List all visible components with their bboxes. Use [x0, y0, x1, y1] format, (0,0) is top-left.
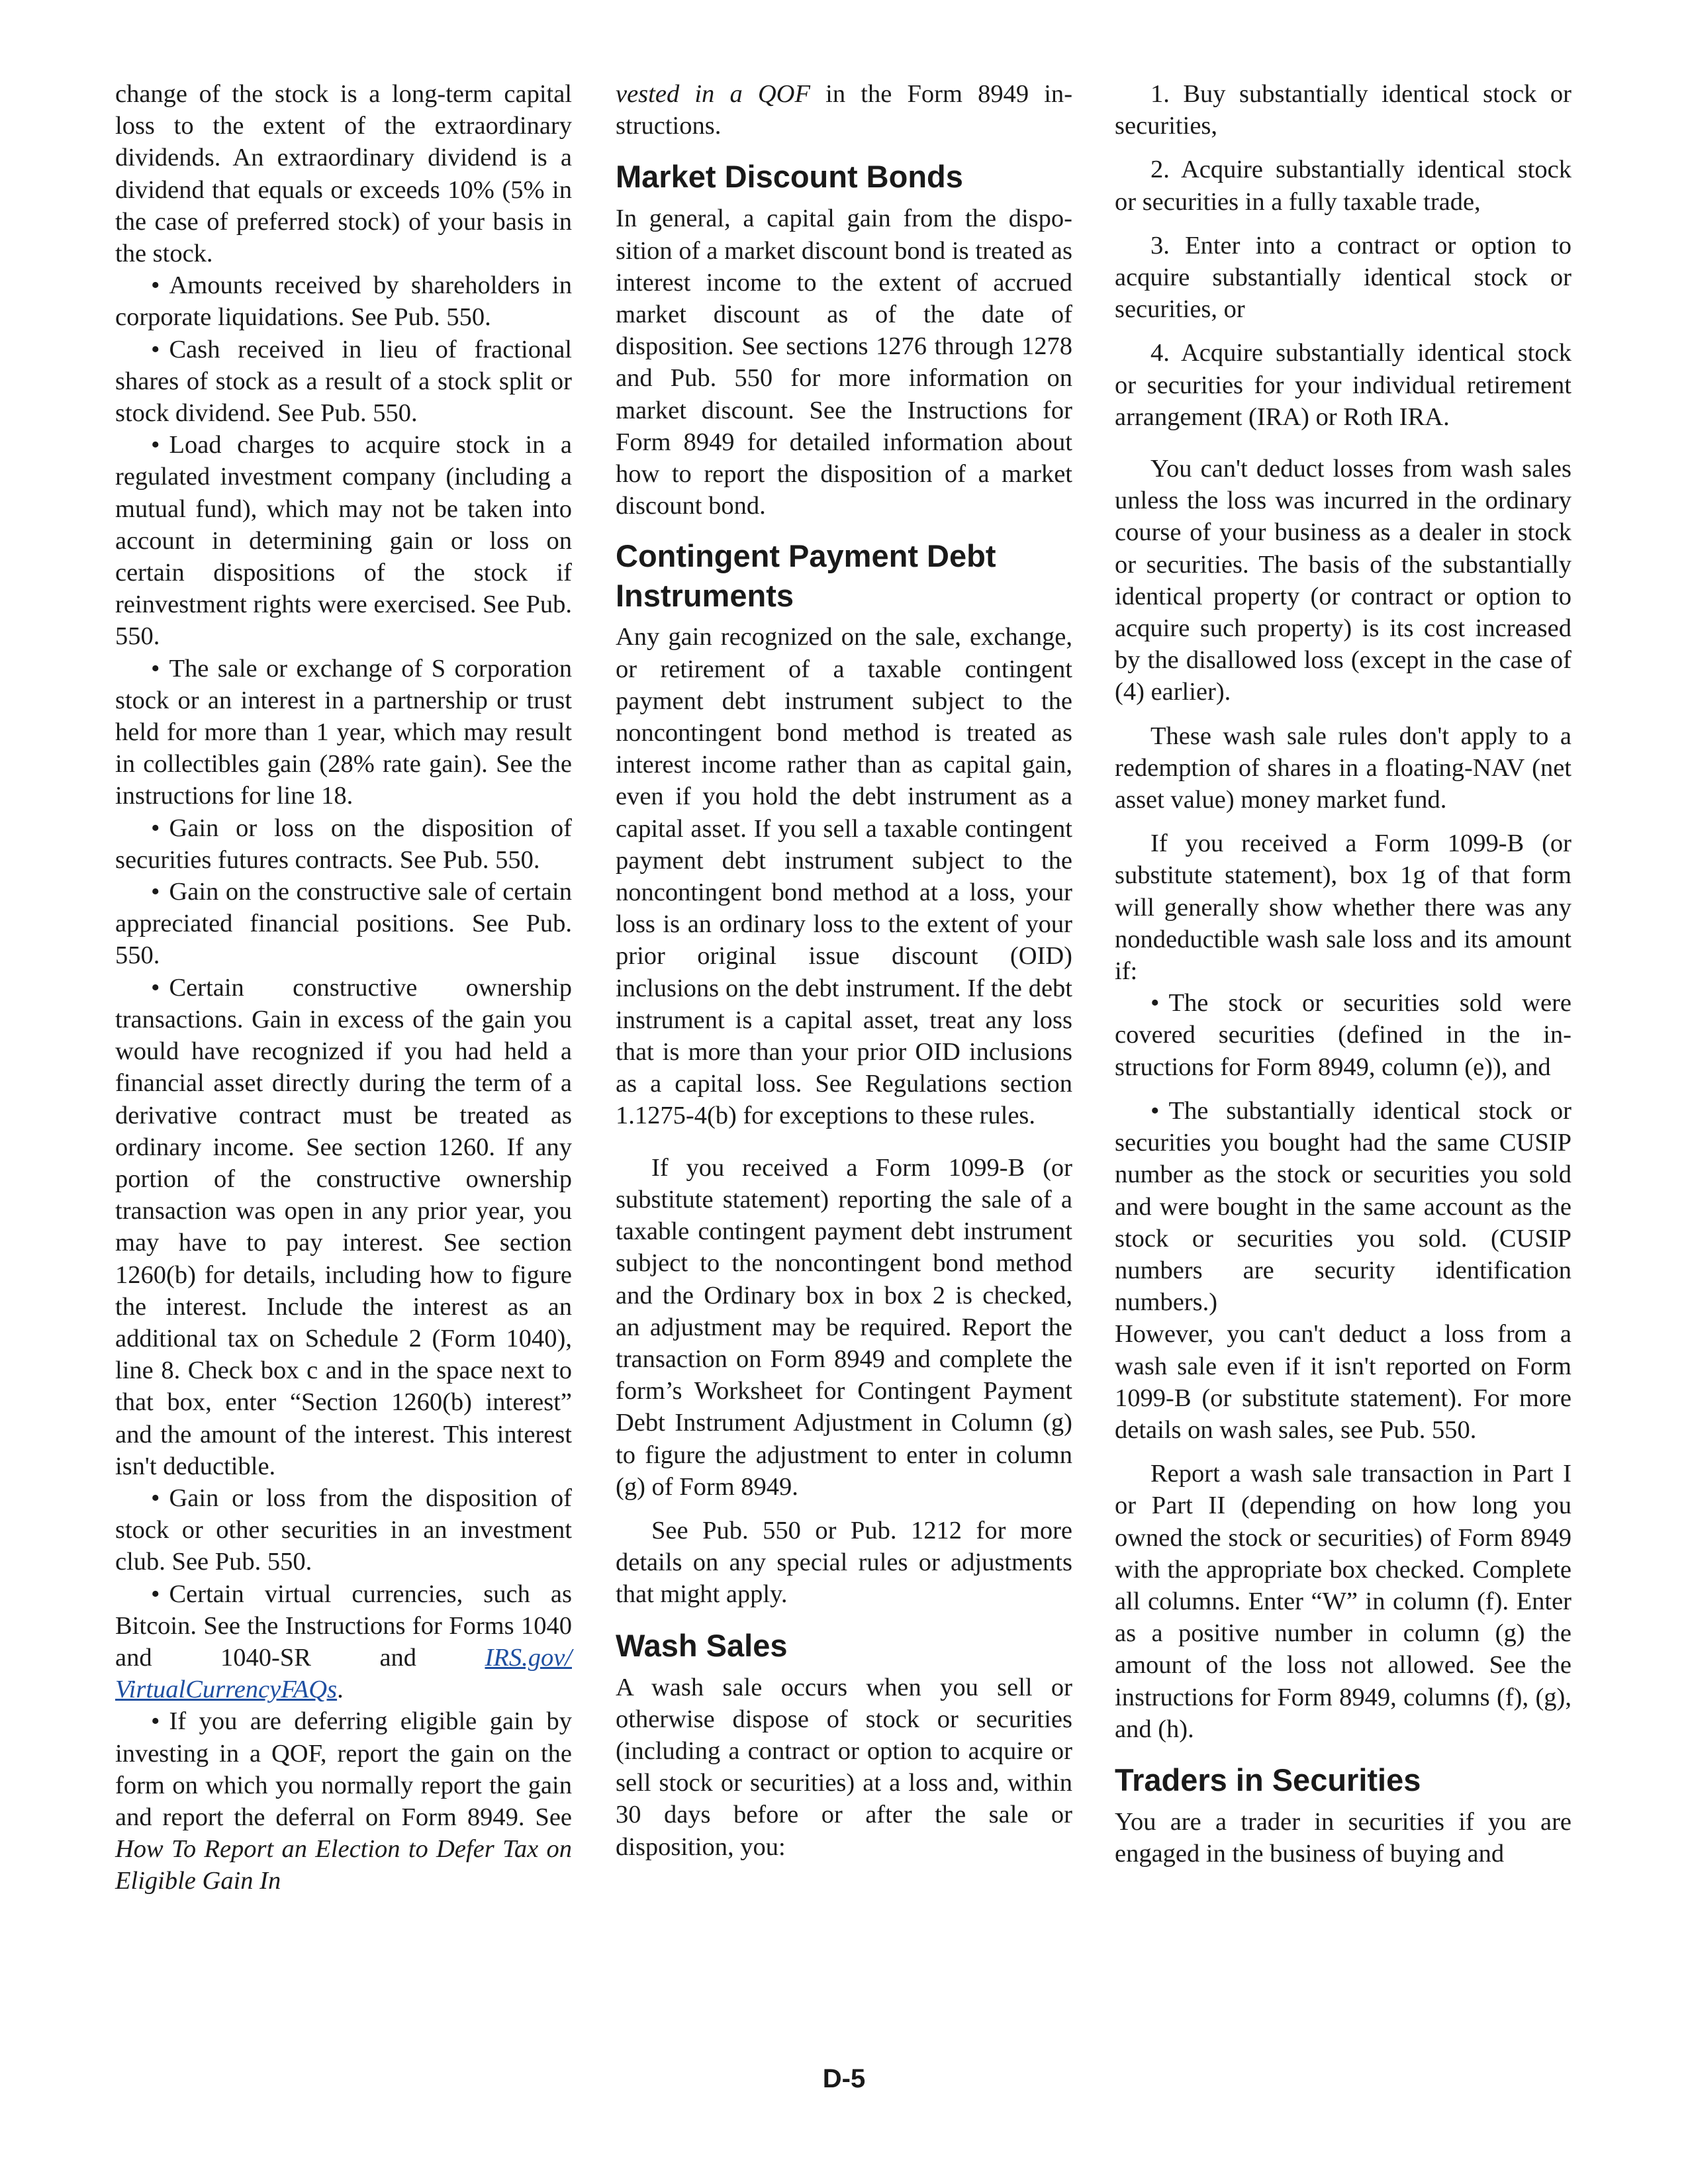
heading-contingent-payment-debt: Contingent Payment Debt Instruments — [616, 538, 996, 614]
numbered-item: 2. Acquire substantially identical stock or securities in a fully taxable trade, — [1115, 156, 1571, 216]
paragraph: Report a wash sale transaction in Part I or Part II (depending on how long you owned the stock or securities) of Form 8949 with the appropriate box checked. Complete all columns. Enter “W” in column (f). Enter as a positive number in column (g) the amount of the loss not allowed. See the instructions for Form 8949, columns (f), (g), and (h). — [1115, 1460, 1571, 1743]
paragraph: A wash sale occurs when you sell or otherwise dispose of stock or securities (including a contract or option to acquire or sell stock or securities) at a loss and, within 30 days before or after the sale or disposition, you: — [616, 1673, 1072, 1861]
bullet-text: If you are deferring eligible gain by investing in a QOF, report the gain on the form on which you normally report the gain and report the deferral on Form 8949. See — [115, 1707, 572, 1831]
paragraph: Any gain recognized on the sale, exchange, or retirement of a taxable contingent payment debt instrument subject to the noncontingent bond method is treated as interest income rather than as capital gain, even if you hold the debt instrument as a capital asset. If you sell a taxable contingent payment debt instrument subject to the noncontingent bond method at a loss, your loss is an ordinary loss to the extent of your prior original issue discount (OID) inclusions on the debt instrument. If the debt instrument is a capital asset, treat any loss that is more than your prior OID inclusions as a capital loss. See Regulations section 1.1275-4(b) for exceptions to these rules. — [616, 623, 1072, 1130]
paragraph: If you received a Form 1099-B (or substitute statement), box 1g of that form will generally show whether there was any nondeductible wash sale loss and its amount if: — [1115, 830, 1571, 986]
numbered-item: 1. Buy substantially identical stock or securities, — [1115, 80, 1571, 140]
column-left — [115, 78, 572, 1897]
column-middle — [616, 78, 1072, 1863]
paragraph: However, you can't deduct a loss from a wash sale even if it isn't reported on Form 1099-B (or substitute statement). For more details on wash sales, see Pub. 550. — [1115, 1320, 1571, 1444]
bullet-item: • Certain constructive ownership transactions. Gain in excess of the gain you would have recognized if you had held a financial asset directly during the term of a derivative contract must be treated as ordinary income. See section 1260. If any portion of the constructive ownership transaction was open in any prior year, you may have to pay interest. See section 1260(b) for details, including how to figure the interest. Include the interest as an additional tax on Schedule 2 (Form 1040), line 8. Check box c and in the space next to that box, enter “Section 1260(b) interest” and the amount of the interest. This interest isn't deductible. — [115, 972, 572, 1482]
bullet-item: • The stock or securities sold were covered securities (defined in the instructions for Form 8949, column (e)), and — [1115, 987, 1571, 1083]
bullet-item: • Amounts received by shareholders in corporate liquidations. See Pub. 550. — [115, 269, 572, 333]
heading-traders-in-securities: Traders in Securities — [1115, 1762, 1421, 1797]
paragraph: You can't deduct losses from wash sales unless the loss was incurred in the ordinary course of your business as a dealer in stock or securities. The basis of the substantially identical property (or contract or option to acquire such property) is its cost increased by the disallowed loss (except in the case of (4) earlier). — [1115, 455, 1571, 706]
column-right — [1115, 78, 1571, 1870]
cross-reference-title: vested in a QOF — [616, 80, 811, 108]
paragraph: In general, a capital gain from the disposition of a market discount bond is treated as interest income to the extent of accrued market discount as of the date of disposition. See sections 1276 through 1278 and Pub. 550 for more information on market discount. See the Instructions for Form 8949 for detailed information about how to report the disposition of a market discount bond. — [616, 205, 1072, 520]
numbered-item: 4. Acquire substantially identical stock or securities for your individual retirement arrangement (IRA) or Roth IRA. — [1115, 339, 1571, 431]
paragraph-text: in the Form 8949 instructions. — [616, 80, 1073, 140]
bullet-item: • Load charges to acquire stock in a regulated investment company (including a mutual fund), which may not be taken into account in determining gain or loss on certain dispositions of the stock if reinvestment rights were exercised. See Pub. 550. — [115, 429, 572, 652]
bullet-item: • Gain on the constructive sale of certain appreciated financial positions. See Pub. 550. — [115, 876, 572, 972]
paragraph — [616, 78, 1072, 142]
heading-market-discount-bonds: Market Discount Bonds — [616, 159, 963, 195]
paragraph: See Pub. 550 or Pub. 1212 for more details on any special rules or adjustments that might apply. — [616, 1516, 1072, 1609]
paragraph: change of the stock is a long-term capital loss to the extent of the extraordinary dividends. An extraordinary dividend is a dividend that equals or exceeds 10% (5% in the case of preferred stock) of your basis in the stock. — [115, 80, 572, 268]
bullet-item: • The sale or exchange of S corporation stock or an interest in a partnership or trust held for more than 1 year, which may result in collectibles gain (28% rate gain). See the instructions for line 18. — [115, 653, 572, 812]
bullet-item: • Gain or loss from the disposition of stock or other securities in an investment club. See Pub. 550. — [115, 1482, 572, 1578]
bullet-text: Certain virtual currencies, such as Bitcoin. See the Instructions for Forms 1040 and 1040-SR and — [115, 1580, 572, 1672]
paragraph: If you received a Form 1099-B (or substitute statement) reporting the sale of a taxable contingent payment debt instrument subject to the noncontingent bond method and the Ordinary box in box 2 is checked, an adjustment may be required. Report the transaction on Form 8949 and complete the form’s Worksheet for Contingent Payment Debt Instrument Adjustment in Column (g) to figure the adjustment to enter in column (g) of Form 8949. — [616, 1153, 1072, 1501]
cross-reference-title: How To Report an Election to Defer Tax on Eligible Gain In — [115, 1835, 572, 1895]
bullet-item: • Cash received in lieu of fractional shares of stock as a result of a stock split or stock dividend. See Pub. 550. — [115, 334, 572, 430]
paragraph: You are a trader in securities if you are engaged in the business of buying and — [1115, 1807, 1571, 1868]
bullet-item — [115, 1705, 572, 1897]
bullet-item: • The substantially identical stock or securities you bought had the same CUSIP number as the stock or securities you sold and were bought in the same account as the stock or securities you sold. (CUSIP numbers are security identification numbers.) — [1115, 1095, 1571, 1318]
bullet-text-end: . — [337, 1676, 344, 1704]
irs-virtual-currency-link[interactable]: IRS.gov/ VirtualCurrencyFAQs — [115, 1643, 572, 1704]
heading-wash-sales: Wash Sales — [616, 1627, 788, 1663]
paragraph: These wash sale rules don't apply to a redemption of shares in a floating-NAV (net asset value) money market fund. — [1115, 722, 1571, 814]
numbered-item: 3. Enter into a contract or option to acquire substantially identical stock or securities, or — [1115, 231, 1571, 324]
bullet-item: • Gain or loss on the disposition of securities futures contracts. See Pub. 550. — [115, 812, 572, 876]
page-number: D-5 — [822, 2064, 866, 2093]
bullet-item — [115, 1578, 572, 1706]
